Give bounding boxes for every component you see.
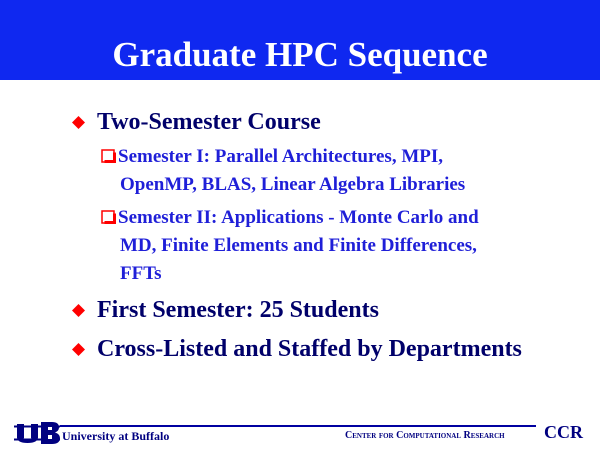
sub-bullet-text: Semester I: Parallel Architectures, MPI, xyxy=(118,146,444,167)
sub-bullet-line: OpenMP, BLAS, Linear Algebra Libraries xyxy=(120,174,466,195)
checkbox-bullet-icon xyxy=(101,149,118,164)
bullet-text: Cross-Listed and Staffed by Departments xyxy=(97,336,522,362)
sub-bullet-semester-1 xyxy=(101,143,465,199)
bullet-two-semester-course xyxy=(66,108,321,136)
diamond-bullet-icon xyxy=(72,116,85,129)
diamond-bullet-icon xyxy=(72,304,85,317)
footer-center-name: Center for Computational Research xyxy=(345,430,505,441)
ub-logo xyxy=(14,422,60,444)
footer-ccr: CCR xyxy=(544,422,583,442)
slide-title: Graduate HPC Sequence xyxy=(112,35,488,74)
diamond-bullet-icon xyxy=(72,343,85,356)
sub-bullet-line: FFTs xyxy=(120,263,162,284)
footer-divider xyxy=(60,425,536,427)
bullet-text: Two-Semester Course xyxy=(97,109,321,135)
sub-bullet-line xyxy=(101,143,465,171)
sub-bullet-text: Semester II: Applications - Monte Carlo and xyxy=(118,207,479,228)
bullet-cross-listed xyxy=(66,335,522,363)
sub-bullet-line xyxy=(101,204,479,232)
sub-bullet-line: MD, Finite Elements and Finite Differences, xyxy=(120,235,477,256)
sub-bullet-semester-2 xyxy=(101,204,479,288)
bullet-text: First Semester: 25 Students xyxy=(97,297,379,323)
checkbox-bullet-icon xyxy=(101,210,118,225)
bullet-first-semester xyxy=(66,296,379,324)
footer-university: University at Buffalo xyxy=(62,429,170,443)
